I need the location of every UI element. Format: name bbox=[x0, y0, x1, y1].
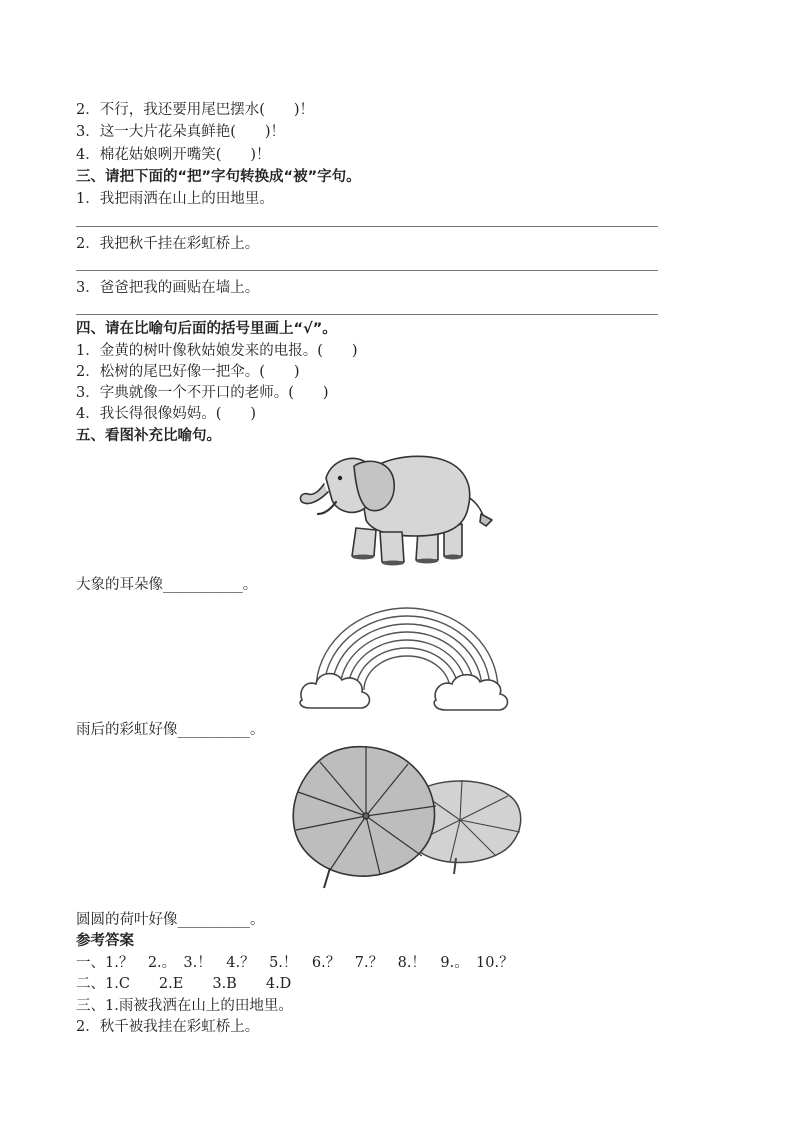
answer-line: 一、1.？ 2.。 3.！ 4.？ 5.！ 6.？ 7.？ 8.！ 9.。 10.？ bbox=[76, 955, 514, 971]
section-heading: 四、请在比喻句后面的括号里画上“√”。 bbox=[76, 321, 337, 337]
exercise-line: 3．爸爸把我的画贴在墙上。 bbox=[76, 280, 260, 296]
answer-line: 2．秋千被我挂在彩虹桥上。 bbox=[76, 1019, 260, 1035]
exercise-line: 1．金黄的树叶像秋姑娘发来的电报。( ) bbox=[76, 343, 358, 359]
exercise-line: 2．我把秋千挂在彩虹桥上。 bbox=[76, 236, 260, 252]
fill-in-sentence[interactable]: 雨后的彩虹好像__________。 bbox=[76, 722, 265, 738]
answer-rule[interactable] bbox=[76, 270, 658, 271]
answer-rule[interactable] bbox=[76, 314, 658, 315]
answer-line: 三、1.雨被我洒在山上的田地里。 bbox=[76, 998, 293, 1014]
lotus-leaf-picture bbox=[290, 740, 526, 900]
exercise-line: 3．字典就像一个不开口的老师。( ) bbox=[76, 385, 329, 401]
exercise-line: 4．棉花姑娘咧开嘴笑( )！ bbox=[76, 147, 271, 163]
exercise-line: 4．我长得很像妈妈。( ) bbox=[76, 406, 257, 422]
section-heading: 五、看图补充比喻句。 bbox=[76, 428, 221, 444]
section-heading: 三、请把下面的“把”字句转换成“被”字句。 bbox=[76, 169, 361, 185]
exercise-line: 2．松树的尾巴好像一把伞。( ) bbox=[76, 364, 300, 380]
exercise-line: 3．这一大片花朵真鲜艳( )！ bbox=[76, 124, 286, 140]
exercise-line: 1．我把雨洒在山上的田地里。 bbox=[76, 191, 274, 207]
answers-heading: 参考答案 bbox=[76, 933, 134, 949]
answer-rule[interactable] bbox=[76, 226, 658, 227]
fill-in-sentence[interactable]: 圆圆的荷叶好像__________。 bbox=[76, 912, 265, 928]
fill-in-sentence[interactable]: 大象的耳朵像___________。 bbox=[76, 577, 258, 593]
elephant-picture bbox=[296, 444, 506, 572]
answer-line: 二、1.C 2.E 3.B 4.D bbox=[76, 976, 292, 992]
rainbow-picture bbox=[296, 594, 518, 718]
exercise-line: 2．不行，我还要用尾巴摆水( )！ bbox=[76, 102, 315, 118]
